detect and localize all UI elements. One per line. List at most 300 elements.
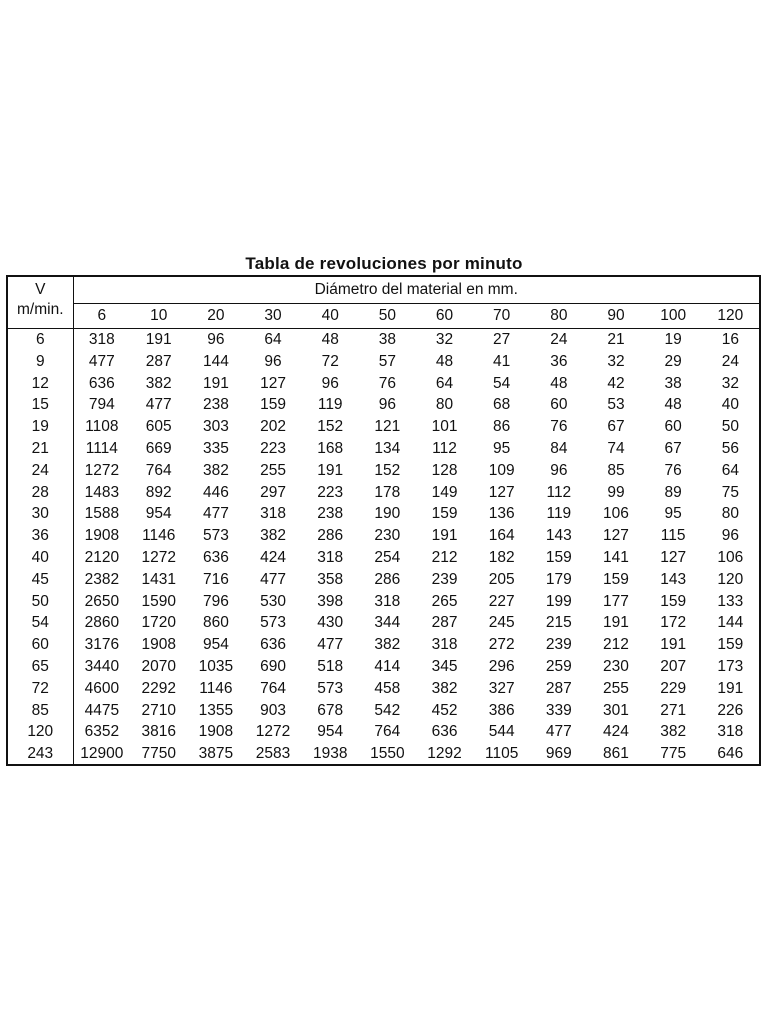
- rpm-cell: 954: [145, 505, 172, 523]
- rpm-cell: 636: [431, 723, 458, 741]
- table-row: [8, 743, 759, 765]
- rpm-cell: 226: [717, 701, 744, 719]
- diameter-col-20: 20: [187, 304, 244, 329]
- rpm-cell: 382: [260, 527, 286, 545]
- rpm-cell: 76: [664, 461, 682, 479]
- rpm-cell: 29: [664, 352, 682, 370]
- rpm-cell: 115: [660, 527, 686, 545]
- rpm-cell: 2583: [255, 745, 291, 763]
- speed-cell: 36: [8, 525, 73, 547]
- rpm-cell: 112: [546, 483, 572, 501]
- rpm-cell: 272: [488, 636, 515, 654]
- diameter-col-10: 10: [130, 304, 187, 329]
- speed-cell: 54: [8, 612, 73, 634]
- rpm-cell: 344: [374, 614, 401, 632]
- diameter-col-90: 90: [587, 304, 644, 329]
- rpm-cell: 191: [202, 374, 229, 392]
- rpm-cell: 215: [545, 614, 572, 632]
- rpm-cell: 1146: [199, 679, 233, 697]
- rpm-cell: 238: [202, 396, 229, 414]
- speed-cell: 21: [8, 438, 73, 460]
- rpm-cell: 84: [550, 439, 568, 457]
- rpm-cell: 477: [317, 636, 344, 654]
- rpm-cell: 271: [660, 701, 687, 719]
- table-row: [8, 656, 759, 678]
- table-body: [8, 329, 759, 765]
- rpm-cell: 149: [431, 483, 458, 501]
- rpm-cell: 518: [317, 657, 344, 675]
- rpm-cell: 530: [260, 592, 286, 610]
- rpm-cell: 143: [545, 527, 572, 545]
- rpm-cell: 1938: [312, 745, 348, 763]
- diameter-col-100: 100: [645, 304, 702, 329]
- rpm-cell: 19: [664, 331, 682, 348]
- rpm-cell: 96: [550, 461, 568, 479]
- rpm-cell: 191: [603, 614, 629, 632]
- rpm-cell: 954: [202, 636, 229, 654]
- rpm-cell: 2650: [84, 592, 120, 610]
- rpm-cell: 861: [603, 745, 629, 763]
- rpm-cell: 646: [717, 745, 744, 763]
- rpm-cell: 12900: [80, 745, 124, 763]
- rpm-cell: 297: [260, 483, 286, 501]
- rpm-cell: 358: [317, 570, 344, 588]
- speed-cell: 15: [8, 394, 73, 416]
- speed-cell: 85: [8, 700, 73, 722]
- v-label: V: [35, 281, 46, 298]
- speed-cell: 9: [8, 351, 73, 373]
- rpm-cell: 48: [435, 352, 454, 370]
- table-row: [8, 373, 759, 395]
- rpm-cell: 303: [202, 418, 229, 436]
- rpm-cell: 141: [603, 548, 629, 566]
- rpm-cell: 2382: [84, 570, 120, 588]
- rpm-cell: 24: [721, 352, 739, 370]
- table-row: [8, 329, 759, 351]
- rpm-cell: 1114: [85, 439, 118, 457]
- rpm-cell: 128: [431, 461, 458, 479]
- rpm-cell: 430: [317, 614, 344, 632]
- rpm-cell: 3176: [84, 636, 120, 654]
- rpm-cell: 286: [374, 570, 401, 588]
- rpm-cell: 230: [374, 527, 401, 545]
- rpm-cell: 318: [717, 723, 744, 741]
- table-row: [8, 634, 759, 656]
- rpm-cell: 1908: [84, 527, 120, 545]
- rpm-cell: 1355: [198, 701, 234, 719]
- rpm-cell: 287: [545, 679, 572, 697]
- rpm-cell: 41: [493, 352, 511, 370]
- rpm-cell: 191: [431, 527, 458, 545]
- rpm-cell: 636: [260, 636, 286, 654]
- table-row: [8, 678, 759, 700]
- rpm-cell: 327: [488, 679, 515, 697]
- rpm-cell: 27: [493, 331, 511, 348]
- table-row: [8, 721, 759, 743]
- rpm-cell: 21: [607, 331, 625, 348]
- table-row: [8, 394, 759, 416]
- rpm-cell: 32: [607, 352, 625, 370]
- rpm-cell: 127: [488, 483, 515, 501]
- rpm-cell: 38: [664, 374, 682, 392]
- rpm-cell: 89: [664, 483, 682, 501]
- rpm-cell: 259: [545, 657, 572, 675]
- rpm-cell: 969: [545, 745, 572, 763]
- rpm-cell: 75: [721, 483, 739, 501]
- rpm-cell: 159: [260, 396, 286, 414]
- rpm-cell: 179: [545, 570, 572, 588]
- rpm-cell: 56: [721, 439, 739, 457]
- table-row: [8, 460, 759, 482]
- table-row: [8, 525, 759, 547]
- rpm-cell: 1292: [427, 745, 462, 763]
- speed-cell: 243: [8, 743, 73, 765]
- speed-cell: 50: [8, 591, 73, 613]
- rpm-cell: 86: [493, 418, 511, 436]
- rpm-cell: 64: [264, 331, 282, 348]
- rpm-cell: 96: [321, 374, 339, 392]
- rpm-cell: 318: [317, 548, 344, 566]
- rpm-cell: 287: [145, 352, 172, 370]
- rpm-cell: 112: [432, 439, 457, 457]
- rpm-cell: 424: [603, 723, 629, 741]
- rpm-cell: 136: [488, 505, 515, 523]
- rpm-cell: 159: [545, 548, 572, 566]
- rpm-cell: 398: [317, 592, 344, 610]
- rpm-cell: 544: [488, 723, 515, 741]
- rpm-cell: 287: [431, 614, 458, 632]
- rpm-cell: 57: [378, 352, 396, 370]
- rpm-cell: 386: [488, 701, 515, 719]
- rpm-cell: 229: [660, 679, 687, 697]
- rpm-cell: 764: [260, 679, 286, 697]
- rpm-cell: 775: [660, 745, 687, 763]
- rpm-cell: 54: [493, 374, 511, 392]
- speed-cell: 120: [8, 721, 73, 743]
- rpm-cell: 1908: [141, 636, 176, 654]
- rpm-cell: 1483: [84, 483, 120, 501]
- rpm-cell: 954: [317, 723, 344, 741]
- rpm-cell: 202: [260, 418, 286, 436]
- rpm-cell: 190: [374, 505, 401, 523]
- table-row: [8, 351, 759, 373]
- table-row: [8, 547, 759, 569]
- speed-cell: 6: [8, 329, 73, 351]
- diameter-col-6: 6: [73, 304, 130, 329]
- rpm-cell: 301: [603, 701, 629, 719]
- rpm-cell: 95: [493, 439, 511, 457]
- rpm-cell: 573: [260, 614, 286, 632]
- rpm-cell: 458: [374, 679, 401, 697]
- rpm-cell: 143: [660, 570, 687, 588]
- rpm-cell: 36: [550, 352, 568, 370]
- speed-cell: 65: [8, 656, 73, 678]
- rpm-cell: 245: [488, 614, 515, 632]
- rpm-cell: 2070: [141, 657, 176, 675]
- rpm-cell: 636: [202, 548, 229, 566]
- rpm-cell: 1590: [141, 592, 176, 610]
- table-row: [8, 416, 759, 438]
- rpm-cell: 127: [660, 548, 687, 566]
- rpm-cell: 230: [603, 657, 629, 675]
- rpm-cell: 127: [260, 374, 286, 392]
- rpm-cell: 199: [545, 592, 572, 610]
- diameter-col-50: 50: [359, 304, 416, 329]
- table-row: [8, 503, 759, 525]
- rpm-cell: 239: [431, 570, 458, 588]
- rpm-cell: 605: [145, 418, 172, 436]
- rpm-cell: 50: [721, 418, 739, 436]
- rpm-cell: 76: [550, 418, 568, 436]
- rpm-cell: 239: [545, 636, 572, 654]
- rpm-cell: 72: [321, 352, 339, 370]
- rpm-cell: 223: [317, 483, 344, 501]
- rpm-cell: 76: [378, 374, 396, 392]
- rpm-cell: 3875: [198, 745, 234, 763]
- table-title: Tabla de revoluciones por minuto: [245, 254, 523, 273]
- rpm-cell: 318: [88, 331, 115, 348]
- rpm-cell: 382: [660, 723, 687, 741]
- rpm-cell: 255: [603, 679, 629, 697]
- rpm-cell: 172: [660, 614, 687, 632]
- rpm-cell: 6352: [84, 723, 120, 741]
- rpm-cell: 96: [264, 352, 282, 370]
- rpm-cell: 335: [202, 439, 229, 457]
- rpm-cell: 452: [431, 701, 458, 719]
- rpm-cell: 2120: [84, 548, 120, 566]
- rpm-cell: 7750: [141, 745, 176, 763]
- rpm-cell: 446: [202, 483, 229, 501]
- rpm-cell: 48: [321, 331, 339, 348]
- rpm-cell: 286: [317, 527, 344, 545]
- rpm-cell: 212: [603, 636, 629, 654]
- rpm-cell: 40: [721, 396, 739, 414]
- rpm-cell: 85: [607, 461, 625, 479]
- rpm-cell: 227: [488, 592, 515, 610]
- rpm-cell: 159: [717, 636, 744, 654]
- rpm-cell: 796: [202, 592, 229, 610]
- cutting-speed-header: [8, 277, 73, 329]
- rpm-cell: 4475: [84, 701, 120, 719]
- rpm-cell: 1272: [84, 461, 120, 479]
- rpm-cell: 345: [431, 657, 458, 675]
- rpm-cell: 191: [717, 679, 744, 697]
- table-row: [8, 569, 759, 591]
- rpm-cell: 191: [660, 636, 687, 654]
- table-row: [8, 612, 759, 634]
- rpm-cell: 159: [431, 505, 458, 523]
- rpm-cell: 573: [317, 679, 344, 697]
- rpm-cell: 3440: [84, 657, 120, 675]
- rpm-cell: 764: [145, 461, 172, 479]
- table-row: [8, 591, 759, 613]
- rpm-cell: 716: [202, 570, 229, 588]
- rpm-cell: 382: [374, 636, 401, 654]
- rpm-cell: 382: [431, 679, 458, 697]
- rpm-cell: 636: [88, 374, 115, 392]
- rpm-cell: 99: [607, 483, 625, 501]
- rpm-cell: 53: [607, 396, 625, 414]
- rpm-cell: 74: [607, 439, 625, 457]
- rpm-cell: 144: [717, 614, 744, 632]
- speed-cell: 24: [8, 460, 73, 482]
- rpm-cell: 159: [603, 570, 629, 588]
- rpm-cell: 173: [717, 657, 744, 675]
- rpm-cell: 4600: [84, 679, 120, 697]
- rpm-cell: 382: [202, 461, 229, 479]
- rpm-cell: 318: [260, 505, 286, 523]
- rpm-cell: 191: [317, 461, 344, 479]
- rpm-cell: 80: [721, 505, 739, 523]
- rpm-cell: 96: [721, 527, 739, 545]
- rpm-cell: 1550: [370, 745, 405, 763]
- rpm-cell: 127: [603, 527, 629, 545]
- rpm-cell: 121: [374, 418, 401, 436]
- rpm-cell: 382: [145, 374, 172, 392]
- rpm-cell: 164: [488, 527, 515, 545]
- rpm-cell: 134: [374, 439, 401, 457]
- rpm-cell: 48: [664, 396, 682, 414]
- rpm-cell: 669: [145, 439, 172, 457]
- speed-cell: 40: [8, 547, 73, 569]
- rpm-cell: 80: [435, 396, 454, 414]
- rpm-cell: 318: [431, 636, 458, 654]
- rpm-cell: 477: [545, 723, 572, 741]
- rpm-cell: 424: [260, 548, 286, 566]
- speed-cell: 60: [8, 634, 73, 656]
- diameter-header: Diámetro del material en mm.: [73, 277, 759, 304]
- diameter-col-30: 30: [244, 304, 301, 329]
- rpm-cell: 207: [660, 657, 687, 675]
- rpm-cell: 38: [378, 331, 396, 348]
- rpm-cell: 24: [550, 331, 568, 348]
- v-unit-label: m/min.: [17, 301, 64, 318]
- diameter-values-row: [8, 304, 759, 329]
- rpm-cell: 32: [435, 331, 454, 348]
- rpm-cell: 794: [88, 396, 115, 414]
- rpm-cell: 159: [660, 592, 687, 610]
- rpm-cell: 48: [550, 374, 568, 392]
- rpm-cell: 903: [260, 701, 286, 719]
- rpm-cell: 205: [488, 570, 515, 588]
- rpm-cell: 177: [603, 592, 629, 610]
- rpm-cell: 178: [374, 483, 401, 501]
- speed-cell: 28: [8, 482, 73, 504]
- rpm-cell: 32: [721, 374, 739, 392]
- rpm-cell: 60: [550, 396, 568, 414]
- rpm-cell: 152: [317, 418, 344, 436]
- rpm-cell: 144: [202, 352, 229, 370]
- rpm-cell: 1720: [141, 614, 176, 632]
- rpm-cell: 1035: [198, 657, 234, 675]
- rpm-cell: 690: [260, 657, 286, 675]
- speed-cell: 30: [8, 503, 73, 525]
- speed-cell: 12: [8, 373, 73, 395]
- rpm-cell: 2292: [141, 679, 176, 697]
- rpm-cell: 68: [493, 396, 511, 414]
- rpm-cell: 477: [145, 396, 172, 414]
- rpm-cell: 16: [721, 331, 739, 348]
- rpm-cell: 254: [374, 548, 401, 566]
- rpm-table-frame: [6, 275, 761, 766]
- rpm-cell: 152: [374, 461, 401, 479]
- rpm-cell: 64: [435, 374, 454, 392]
- rpm-cell: 182: [488, 548, 515, 566]
- rpm-cell: 764: [374, 723, 401, 741]
- rpm-cell: 1146: [142, 527, 176, 545]
- diameter-col-60: 60: [416, 304, 473, 329]
- rpm-cell: 1431: [141, 570, 176, 588]
- rpm-cell: 1588: [84, 505, 120, 523]
- speed-cell: 72: [8, 678, 73, 700]
- table-row: [8, 438, 759, 460]
- rpm-cell: 67: [607, 418, 625, 436]
- rpm-cell: 3816: [141, 723, 176, 741]
- rpm-cell: 64: [721, 461, 739, 479]
- rpm-cell: 133: [717, 592, 744, 610]
- rpm-cell: 223: [260, 439, 286, 457]
- rpm-cell: 255: [260, 461, 286, 479]
- rpm-cell: 1272: [255, 723, 291, 741]
- rpm-cell: 573: [202, 527, 229, 545]
- diameter-col-80: 80: [530, 304, 587, 329]
- rpm-cell: 101: [431, 418, 458, 436]
- rpm-cell: 42: [607, 374, 625, 392]
- rpm-cell: 2710: [141, 701, 176, 719]
- rpm-cell: 1108: [85, 418, 119, 436]
- speed-cell: 45: [8, 569, 73, 591]
- rpm-cell: 106: [603, 505, 629, 523]
- rpm-cell: 296: [488, 657, 515, 675]
- table-header: [8, 277, 759, 329]
- rpm-cell: 2860: [84, 614, 120, 632]
- rpm-cell: 95: [664, 505, 682, 523]
- rpm-cell: 168: [317, 439, 344, 457]
- rpm-cell: 265: [431, 592, 458, 610]
- rpm-cell: 238: [317, 505, 344, 523]
- table-row: [8, 482, 759, 504]
- rpm-table: [8, 277, 759, 765]
- rpm-cell: 318: [374, 592, 401, 610]
- rpm-cell: 542: [374, 701, 401, 719]
- rpm-cell: 120: [717, 570, 744, 588]
- diameter-col-40: 40: [302, 304, 359, 329]
- diameter-col-70: 70: [473, 304, 530, 329]
- rpm-cell: 477: [202, 505, 229, 523]
- rpm-cell: 414: [374, 657, 401, 675]
- rpm-cell: 1272: [141, 548, 176, 566]
- rpm-cell: 119: [317, 396, 343, 414]
- rpm-cell: 212: [431, 548, 458, 566]
- table-row: [8, 700, 759, 722]
- diameter-col-120: 120: [702, 304, 759, 329]
- rpm-cell: 477: [260, 570, 286, 588]
- speed-cell: 19: [8, 416, 73, 438]
- rpm-cell: 1908: [198, 723, 234, 741]
- rpm-cell: 477: [88, 352, 115, 370]
- rpm-cell: 96: [378, 396, 396, 414]
- rpm-cell: 109: [488, 461, 515, 479]
- rpm-cell: 860: [202, 614, 229, 632]
- rpm-cell: 106: [717, 548, 744, 566]
- rpm-cell: 96: [207, 331, 225, 348]
- rpm-cell: 892: [145, 483, 172, 501]
- rpm-cell: 67: [664, 439, 682, 457]
- rpm-cell: 60: [664, 418, 682, 436]
- rpm-cell: 678: [317, 701, 344, 719]
- rpm-cell: 339: [545, 701, 572, 719]
- rpm-cell: 119: [546, 505, 572, 523]
